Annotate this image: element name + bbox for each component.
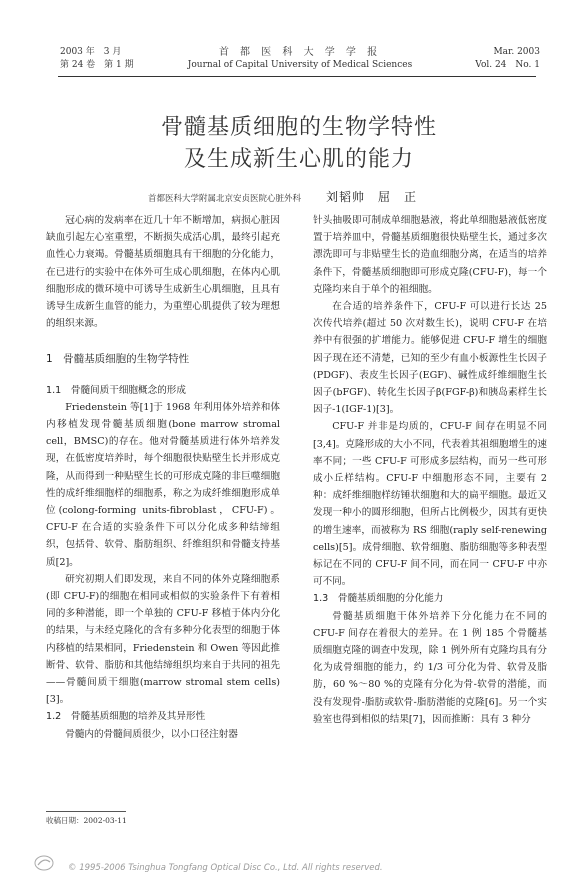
- left-column: [46, 212, 280, 743]
- running-header-center: [140, 46, 460, 72]
- footnote-rule: [46, 811, 126, 812]
- header-volume: 第 24 卷 第 1 期: [60, 60, 134, 70]
- header-date-en: Mar. 2003: [493, 47, 540, 57]
- received-date: 收稿日期：2002-03-11: [46, 816, 127, 825]
- paragraph-1-1-b: 研究初期人们即发现，来自不同的体外克隆细胞系(即 CFU-F)的细胞在相同或相似的实验条件下有着相同的多种潜能，即一个单独的 CFU-F 移植于体内分化的结果，与未经克隆化的含有多种分化表型的细胞于体内移植的结果相同，Friedenstein 和 Owen 等因此推断骨、软骨、脂肪和其他结缔组织均来自于共同的祖先——骨髓间质干细胞(marrow stromal stem cells)[3]。: [46, 573, 280, 706]
- author-names: 刘韬帅 屈 正: [326, 190, 418, 204]
- header-date: 2003 年 3 月: [60, 47, 122, 57]
- header-volume-en: Vol. 24 No. 1: [475, 60, 540, 70]
- subsection-heading-1-1: 1.1 骨髓间质干细胞概念的形成: [46, 384, 186, 396]
- right-column: [313, 212, 547, 728]
- article-title-line1: 骨髓基质细胞的生物学特性: [160, 115, 437, 140]
- paragraph-1-2: 骨髓内的骨髓间质很少，以小口径注射器: [65, 728, 238, 740]
- subsection-heading-1-2: 1.2 骨髓基质细胞的培养及其异形性: [46, 711, 206, 723]
- journal-name-en: Journal of Capital University of Medical Sciences: [187, 60, 413, 70]
- running-header-left: [60, 46, 134, 72]
- copyright-notice: © 1995-2006 Tsinghua Tongfang Optical Disc Co., Ltd. All rights reserved.: [68, 863, 383, 873]
- paragraph-proliferation: 在合适的培养条件下，CFU-F 可以进行长达 25 次传代培养(超过 50 次对数生长)，说明 CFU-F 在培养中有很强的扩增能力。能够促进 CFU-F 增生的细胞因子现在还不清楚，已知的至少有血小板源性生长因子(PDGF)、表皮生长因子(EGF)、碱性成纤维细胞生长因子(bFGF)、转化生长因子β(FGF-β)和胰岛素样生长因子-1(IGF-1)[3]。: [313, 301, 547, 416]
- paragraph-continued: 针头抽吸即可制成单细胞悬液，将此单细胞悬液低密度置于培养皿中，骨髓基质细胞很快贴壁生长，通过多次漂洗即可与非贴壁生长的造血细胞分离，在适当的培养条件下，骨髓基质细胞即可形成克隆(CFU-F)，每一个克隆均来自于单个的祖细胞。: [313, 215, 547, 295]
- paragraph-differentiation: 骨髓基质细胞干体外培养下分化能力在不同的 CFU-F 间存在着很大的差异。在 1 例 185 个骨髓基质细胞克隆的调查中发现，除 1 例外所有克隆均具有分化为成骨细胞的能力，约 1/3 可分化为骨、软骨及脂肪，60 %～80 %的克隆有分化为骨-软骨的潜能，而没有发现骨-脂肪或软骨-脂肪潜能的克隆[6]。另一个实验室也得到相似的结果[7]，因而推断：具有 3 种分: [313, 610, 547, 725]
- paragraph-1-1-a: Friedenstein 等[1]于 1968 年利用体外培养和体内移植发现骨髓基质细胞(bone marrow stromal cell，BMSC)的存在。他对骨髓基质进行体外培养发现，在低密度培养时，每个细胞很快贴壁生长并形成克隆，从而得到一种贴壁生长的可形成克隆的非巨噬细胞性的成纤维细胞样的细胞系，称之为成纤维细胞形成单位(colong-forming units-fibroblast，CFU-F)。CFU-F 在合适的实验条件下可以分化成多种结缔组织，包括骨、软骨、脂肪组织、纤维组织和骨髓支持基质[2]。: [46, 401, 280, 568]
- running-header-right: [475, 46, 540, 72]
- header-rule: [58, 76, 536, 77]
- article-title-line2: 及生成新生心肌的能力: [183, 147, 414, 172]
- publisher-logo-icon: [34, 854, 54, 872]
- subsection-heading-1-3: 1.3 骨髓基质细胞的分化能力: [313, 593, 444, 605]
- intro-paragraph: 冠心病的发病率在近几十年不断增加，病损心脏因缺血引起左心室重塑，不断损失成活心肌，最终引起充血性心力衰竭。骨髓基质细胞具有干细胞的分化能力，在已进行的实验中在体外可生成心肌细胞，在体内心肌细胞形成的微环境中可诱导生成新生心肌细胞，且具有诱导生成新生血管的能力，为重塑心肌提供了较为理想的组织来源。: [46, 215, 280, 330]
- paragraph-heterogeneity: CFU-F 并非是均质的，CFU-F 间存在明显不同[3,4]。克隆形成的大小不同，代表着其祖细胞增生的速率不同；一些 CFU-F 可形成多层结构，而另一些可形成小丘样结构。CFU-F 中细胞形态不同，主要有 2 种：成纤维细胞样纺锤状细胞和大的扁平细胞。最近又发现一种小的圆形细胞，但所占比例极少，因其有更快的增生速率，而被称为 RS 细胞(raply self-renewing cells)[5]。成骨细胞、软骨细胞、脂肪细胞等多种表型标记在不同的 CFU-F 间不同，而在同一 CFU-F 中亦可不同。: [313, 421, 547, 588]
- journal-name-cn: 首 都 医 科 大 学 学 报: [218, 47, 382, 58]
- section-heading-1: 1 骨髓基质细胞的生物学特性: [46, 353, 190, 366]
- author-affiliation: 首都医科大学附属北京安贞医院心脏外科: [148, 194, 302, 204]
